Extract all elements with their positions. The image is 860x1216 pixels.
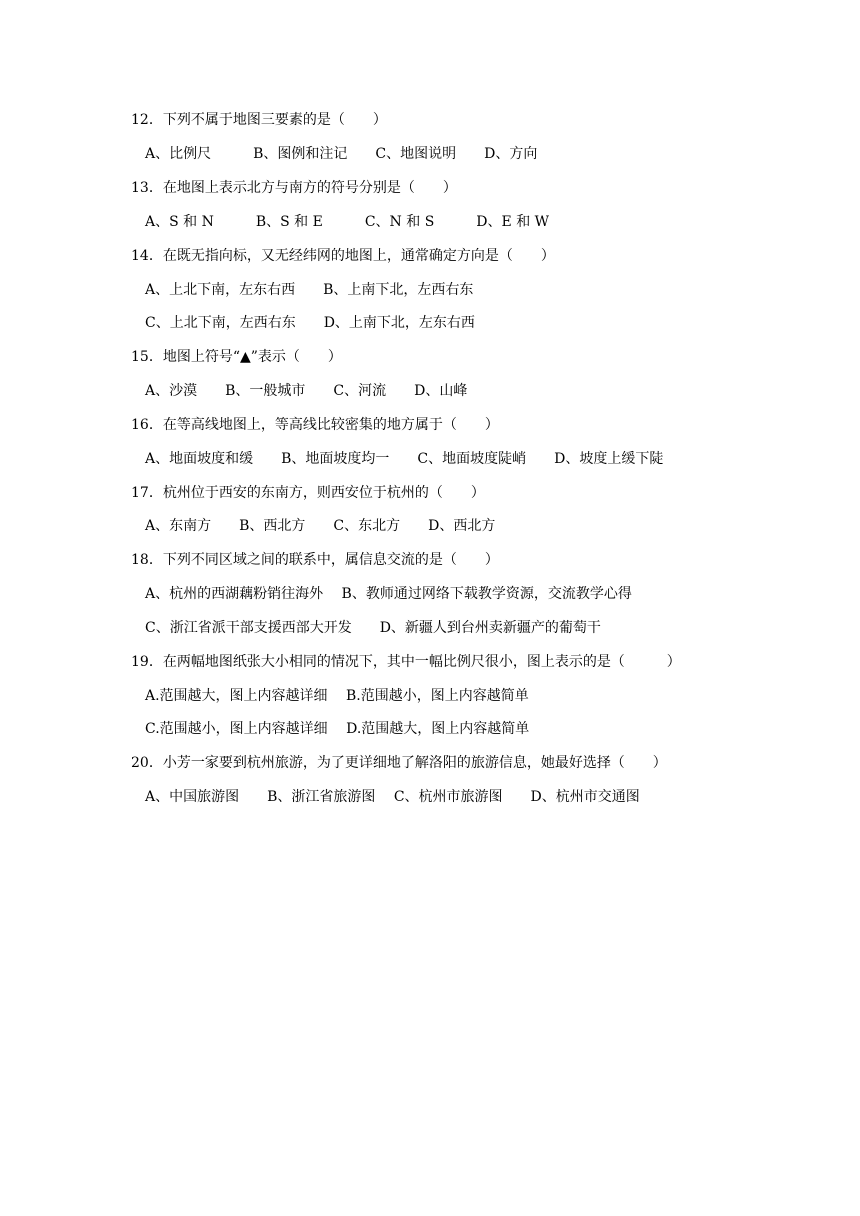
question-12-stem: 12．下列不属于地图三要素的是（ ） <box>131 112 387 128</box>
question-14-options-line-1: A、上北下南，左东右西 B、上南下北，左西右东 <box>145 282 474 298</box>
question-14-options-line-2: C、上北下南，左西右东 D、上南下北，左东右西 <box>145 315 475 331</box>
question-20-stem: 20．小芳一家要到杭州旅游，为了更详细地了解洛阳的旅游信息，她最好选择（ ） <box>131 755 667 771</box>
question-18-options-line-2: C、浙江省派干部支援西部大开发 D、新疆人到台州卖新疆产的葡萄干 <box>145 620 601 636</box>
question-18-options-line-1: A、杭州的西湖藕粉销往海外 B、教师通过网络下载教学资源，交流教学心得 <box>145 586 632 602</box>
question-13-options: A、S 和 N B、S 和 E C、N 和 S D、E 和 W <box>145 214 550 230</box>
question-19-stem: 19．在两幅地图纸张大小相同的情况下，其中一幅比例尺很小，图上表示的是（ ） <box>131 654 681 670</box>
question-18-stem: 18．下列不同区域之间的联系中，属信息交流的是（ ） <box>131 552 499 568</box>
question-17-options: A、东南方 B、西北方 C、东北方 D、西北方 <box>145 518 496 534</box>
question-19-options-line-2: C.范围越小，图上内容越详细 D.范围越大，图上内容越简单 <box>145 721 530 737</box>
question-12-options: A、比例尺 B、图例和注记 C、地图说明 D、方向 <box>145 146 538 162</box>
question-15-stem: 15．地图上符号“▲”表示（ ） <box>131 349 342 365</box>
question-16-options: A、地面坡度和缓 B、地面坡度均一 C、地面坡度陡峭 D、坡度上缓下陡 <box>145 451 664 467</box>
question-17-stem: 17．杭州位于西安的东南方，则西安位于杭州的（ ） <box>131 485 485 501</box>
question-19-options-line-1: A.范围越大，图上内容越详细 B.范围越小，图上内容越简单 <box>145 688 529 704</box>
question-15-options: A、沙漠 B、一般城市 C、河流 D、山峰 <box>145 383 468 399</box>
question-13-stem: 13．在地图上表示北方与南方的符号分别是（ ） <box>131 180 457 196</box>
question-20-options: A、中国旅游图 B、浙江省旅游图 C、杭州市旅游图 D、杭州市交通图 <box>145 789 640 805</box>
question-16-stem: 16．在等高线地图上，等高线比较密集的地方属于（ ） <box>131 417 499 433</box>
question-14-stem: 14．在既无指向标，又无经纬网的地图上，通常确定方向是（ ） <box>131 248 555 264</box>
